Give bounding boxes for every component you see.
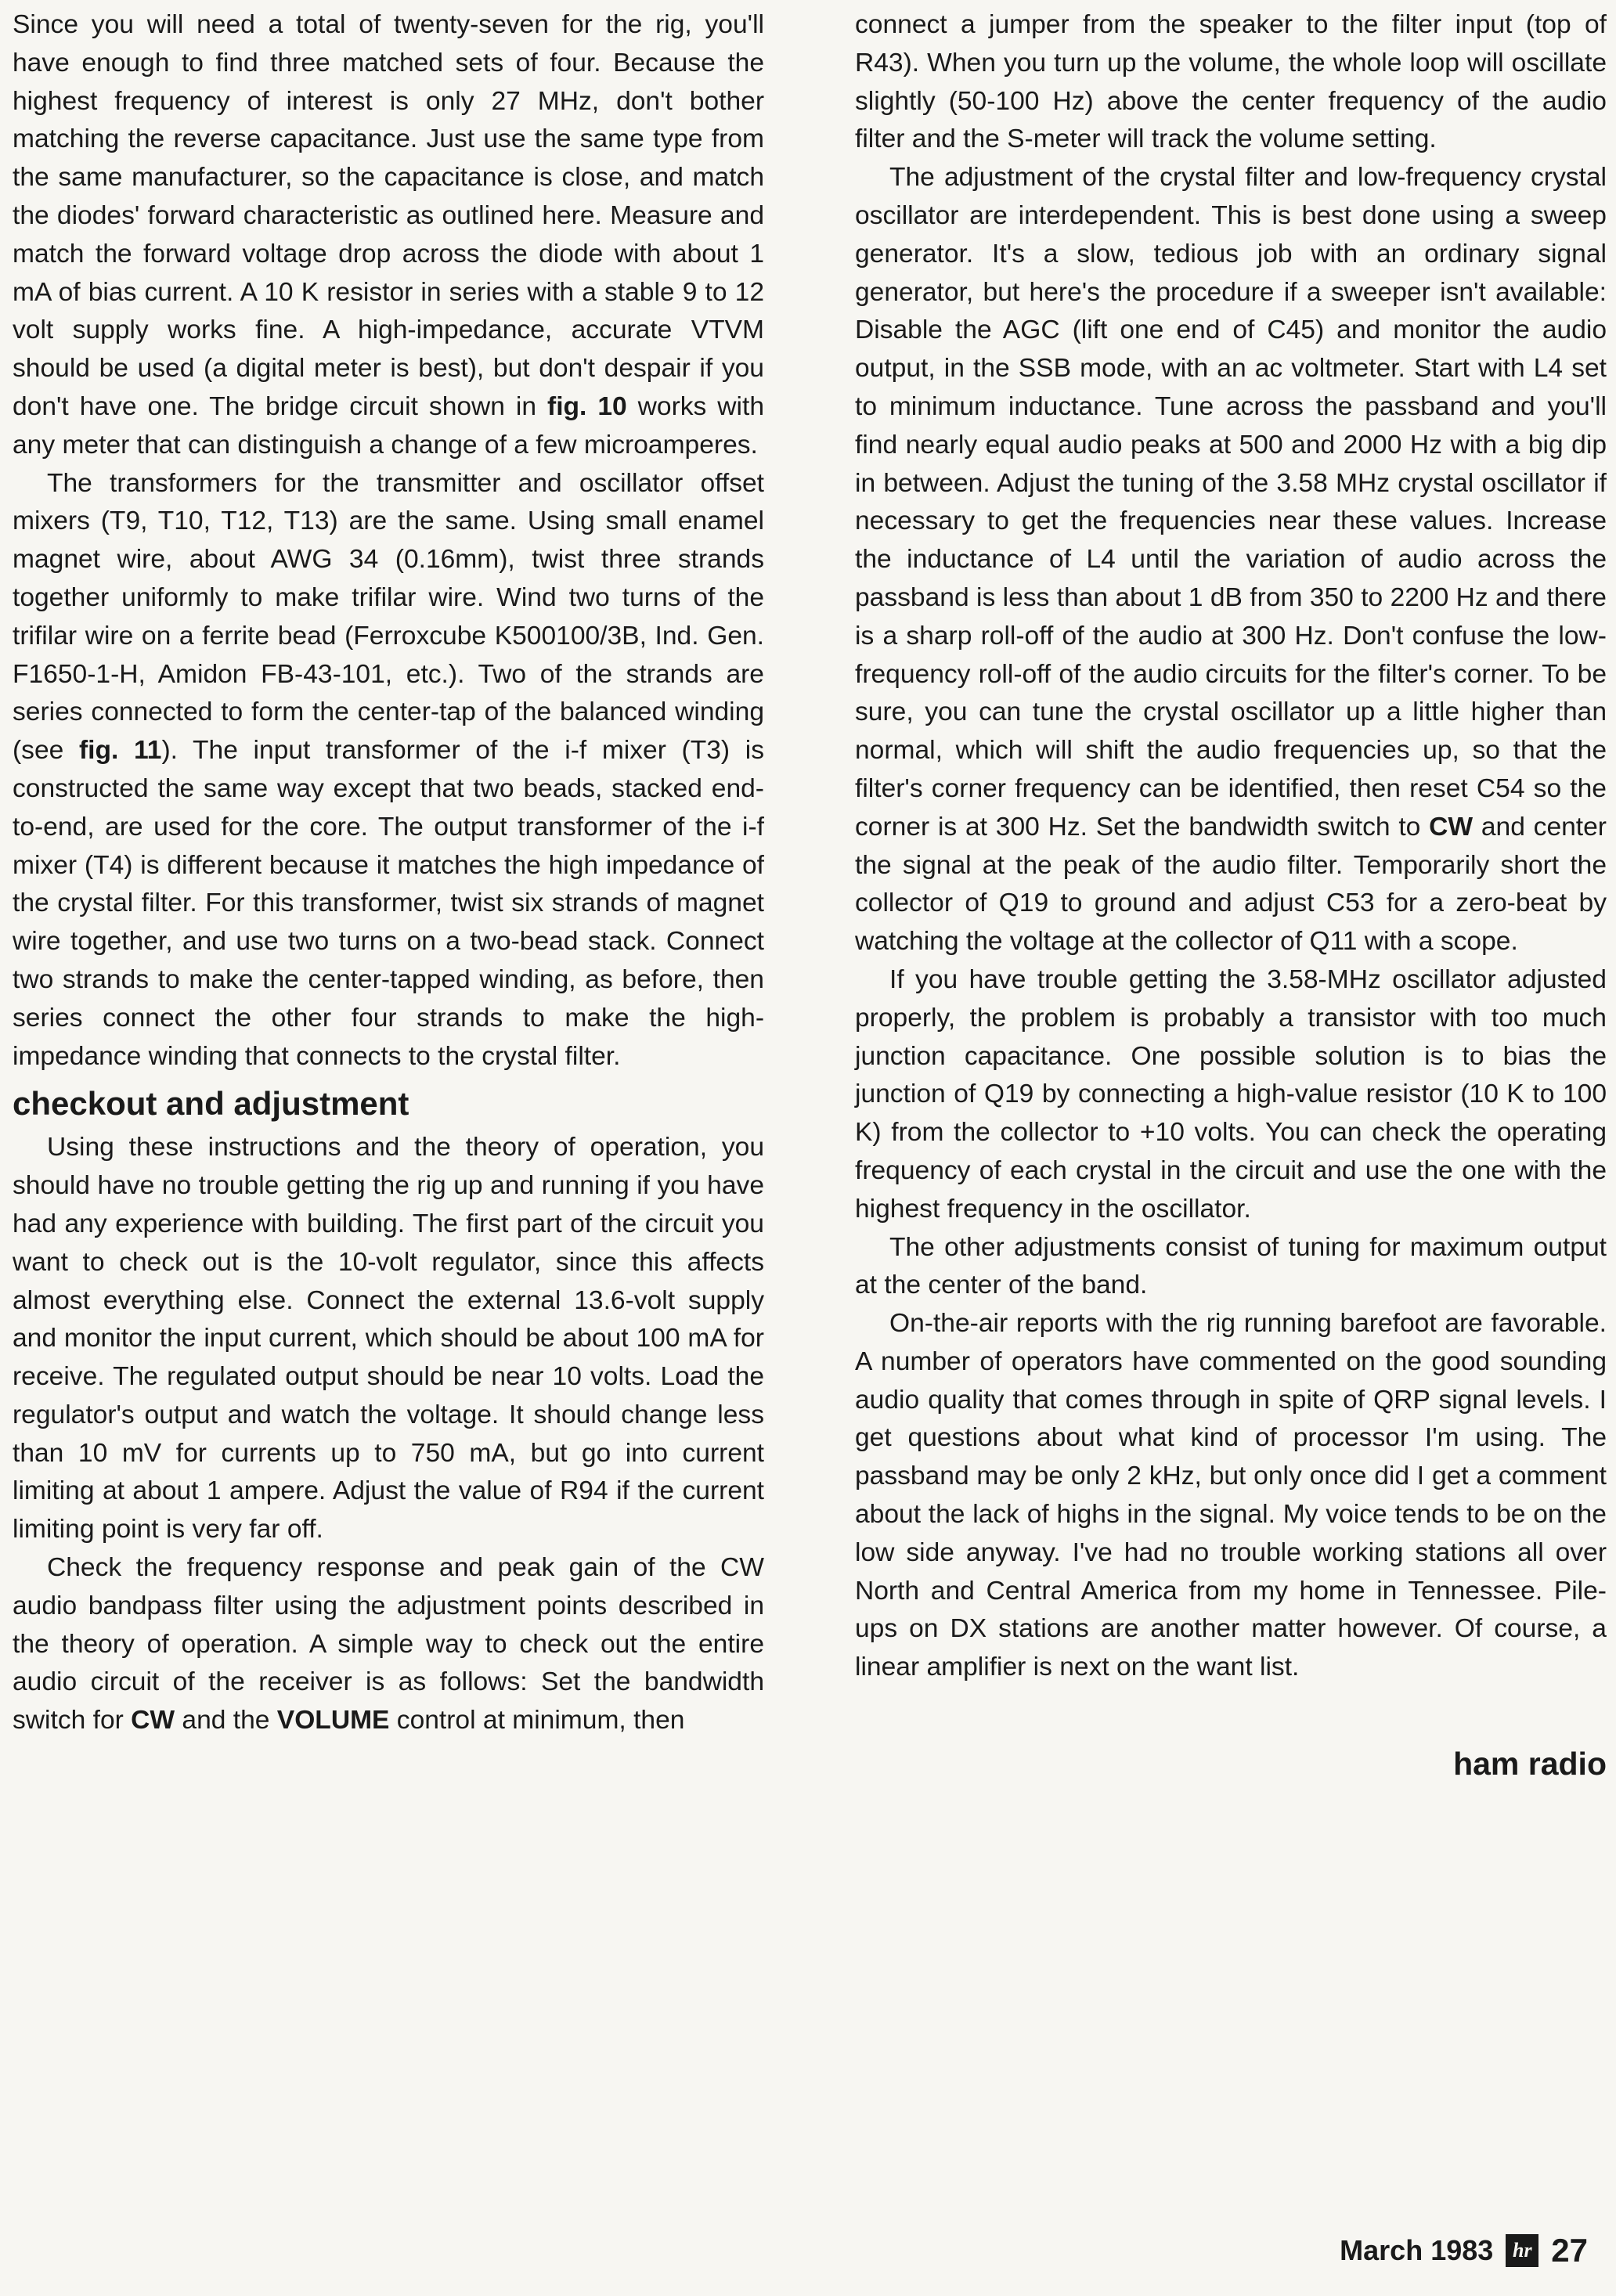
text-run: ). The input transformer of the i-f mixer (T3) is constructed the same way except that two beads, stacked end-to-end, are used for the core. The output transformer of the i-f mixer (T4) is different because it matches the high impedance of the crystal filter. For this transformer, twist six strands of magnet wire together, and use two turns on a two-bead stack. Connect two strands to make the center-tapped winding, as before, then series connect the other four strands to make the high-impedance winding that connects to the crystal filter.	[13, 736, 764, 1071]
paragraph	[855, 159, 1607, 961]
paragraph: On-the-air reports with the rig running barefoot are favorable. A number of operators have commented on the good sounding audio quality that comes through in spite of QRP signal levels. I get questions about what kind of processor I'm using. The passband may be only 2 kHz, but only once did I get a comment about the lack of highs in the signal. My voice tends to be on the low side anyway. I've had no trouble working stations all over North and Central America from my home in Tennessee. Pile-ups on DX stations are another matter however. Of course, a linear amplifier is next on the want list.	[855, 1309, 1607, 1682]
signoff: ham radio	[1453, 1746, 1607, 1782]
paragraph: connect a jumper from the speaker to the filter input (top of R43). When you turn up the volume, the whole loop will oscillate slightly (50-100 Hz) above the center frequency of the audio filter and the S-meter will track the volume setting.	[855, 10, 1607, 154]
paragraph	[13, 1549, 764, 1740]
text-run: and the	[175, 1706, 277, 1736]
bold-term: CW	[131, 1706, 175, 1736]
paragraph: The other adjustments consist of tuning for maximum output at the center of the band.	[855, 1232, 1607, 1300]
figure-reference: fig. 11	[78, 736, 162, 766]
page-footer	[1340, 2232, 1588, 2269]
text-run: works with any meter that can distinguish a change of a few microamperes.	[13, 391, 764, 460]
bold-term: VOLUME	[276, 1706, 390, 1736]
paragraph: Using these instructions and the theory of operation, you should have no trouble getting the rig up and running if you have had any experience with building. The first part of the circuit you want to check out is the 10-volt regulator, since this affects almost everything else. Connect the external 13.6-volt supply and monitor the input current, which should be about 100 mA for receive. The regulated output should be near 10 volts. Load the regulator's output and watch the voltage. It should change less than 10 mV for currents up to 750 mA, but go into current limiting at about 1 ampere. Adjust the value of R94 if the current limiting point is very far off.	[13, 1133, 764, 1544]
left-column	[13, 6, 764, 1740]
figure-reference: fig. 10	[547, 391, 627, 421]
paragraph	[13, 6, 764, 465]
text-run: Since you will need a total of twenty-seven for the rig, you'll have enough to find three matched sets of four. Because the highest frequency of interest is only 27 MHz, don't bother matching the reverse capacitance. Just use the same type from the same manufacturer, so the capacitance is close, and match the diodes' forward characteristic as outlined here. Measure and match the forward voltage drop across the diode with about 1 mA of bias current. A 10 K resistor in series with a stable 9 to 12 volt supply works fine. A high-impedance, accurate VTVM should be used (a digital meter is best), but don't despair if you don't have one. The bridge circuit shown in	[13, 10, 764, 421]
hr-logo-icon: hr	[1506, 2234, 1538, 2267]
issue-date: March 1983	[1340, 2234, 1494, 2266]
page-number: 27	[1551, 2232, 1588, 2269]
right-column	[855, 6, 1607, 1784]
text-run: The adjustment of the crystal filter and low-frequency crystal oscillator are interdependent. This is best done using a sweep generator. It's a slow, tedious job with an ordinary signal generator, but here's the procedure if a sweeper isn't available: Disable the AGC (lift one end of C45) and monitor the audio output, in the SSB mode, with an ac voltmeter. Start with L4 set to minimum inductance. Tune across the passband and you'll find nearly equal audio peaks at 500 and 2000 Hz with a big dip in between. Adjust the tuning of the 3.58 MHz crystal oscillator if necessary to get the frequencies near these values. Increase the inductance of L4 until the variation of audio across the passband is less than about 1 dB from 350 to 2200 Hz and there is a sharp roll-off of the audio at 300 Hz. Don't confuse the low-frequency roll-off of the audio circuits for the filter's corner. To be sure, you can tune the crystal oscillator up a little higher than normal, which will shift the audio frequencies up, so that the filter's corner frequency can be identified, then reset C54 so the corner is at 300 Hz. Set the bandwidth switch to	[855, 163, 1607, 842]
section-heading: checkout and adjustment	[13, 1085, 409, 1123]
bold-term: CW	[1429, 812, 1474, 842]
text-run: The transformers for the transmitter and oscillator offset mixers (T9, T10, T12, T13) are the same. Using small enamel magnet wire, about AWG 34 (0.16mm), twist three strands together uniformly to make trifilar wire. Wind two turns of the trifilar wire on a ferrite bead (Ferroxcube K500100/3B, Ind. Gen. F1650-1-H, Amidon FB-43-101, etc.). Two of the strands are series connected to form the center-tap of the balanced winding (see	[13, 468, 764, 766]
text-run: control at minimum, then	[389, 1706, 685, 1736]
paragraph	[13, 465, 764, 1076]
text-run: Check the frequency response and peak gain of the CW audio bandpass filter using the adjustment points described in the theory of operation. A simple way to check out the entire audio circuit of the receiver is as follows: Set the bandwidth switch for	[13, 1553, 764, 1736]
paragraph: If you have trouble getting the 3.58-MHz oscillator adjusted properly, the problem is probably a transistor with too much junction capacitance. One possible solution is to bias the junction of Q19 by connecting a high-value resistor (10 K to 100 K) from the collector to +10 volts. You can check the operating frequency of each crystal in the circuit and use the one with the highest frequency in the oscillator.	[855, 964, 1607, 1224]
text-run: and center the signal at the peak of the audio filter. Temporarily short the collector of Q19 to ground and adjust C53 for a zero-beat by watching the voltage at the collector of Q11 with a scope.	[855, 812, 1607, 957]
